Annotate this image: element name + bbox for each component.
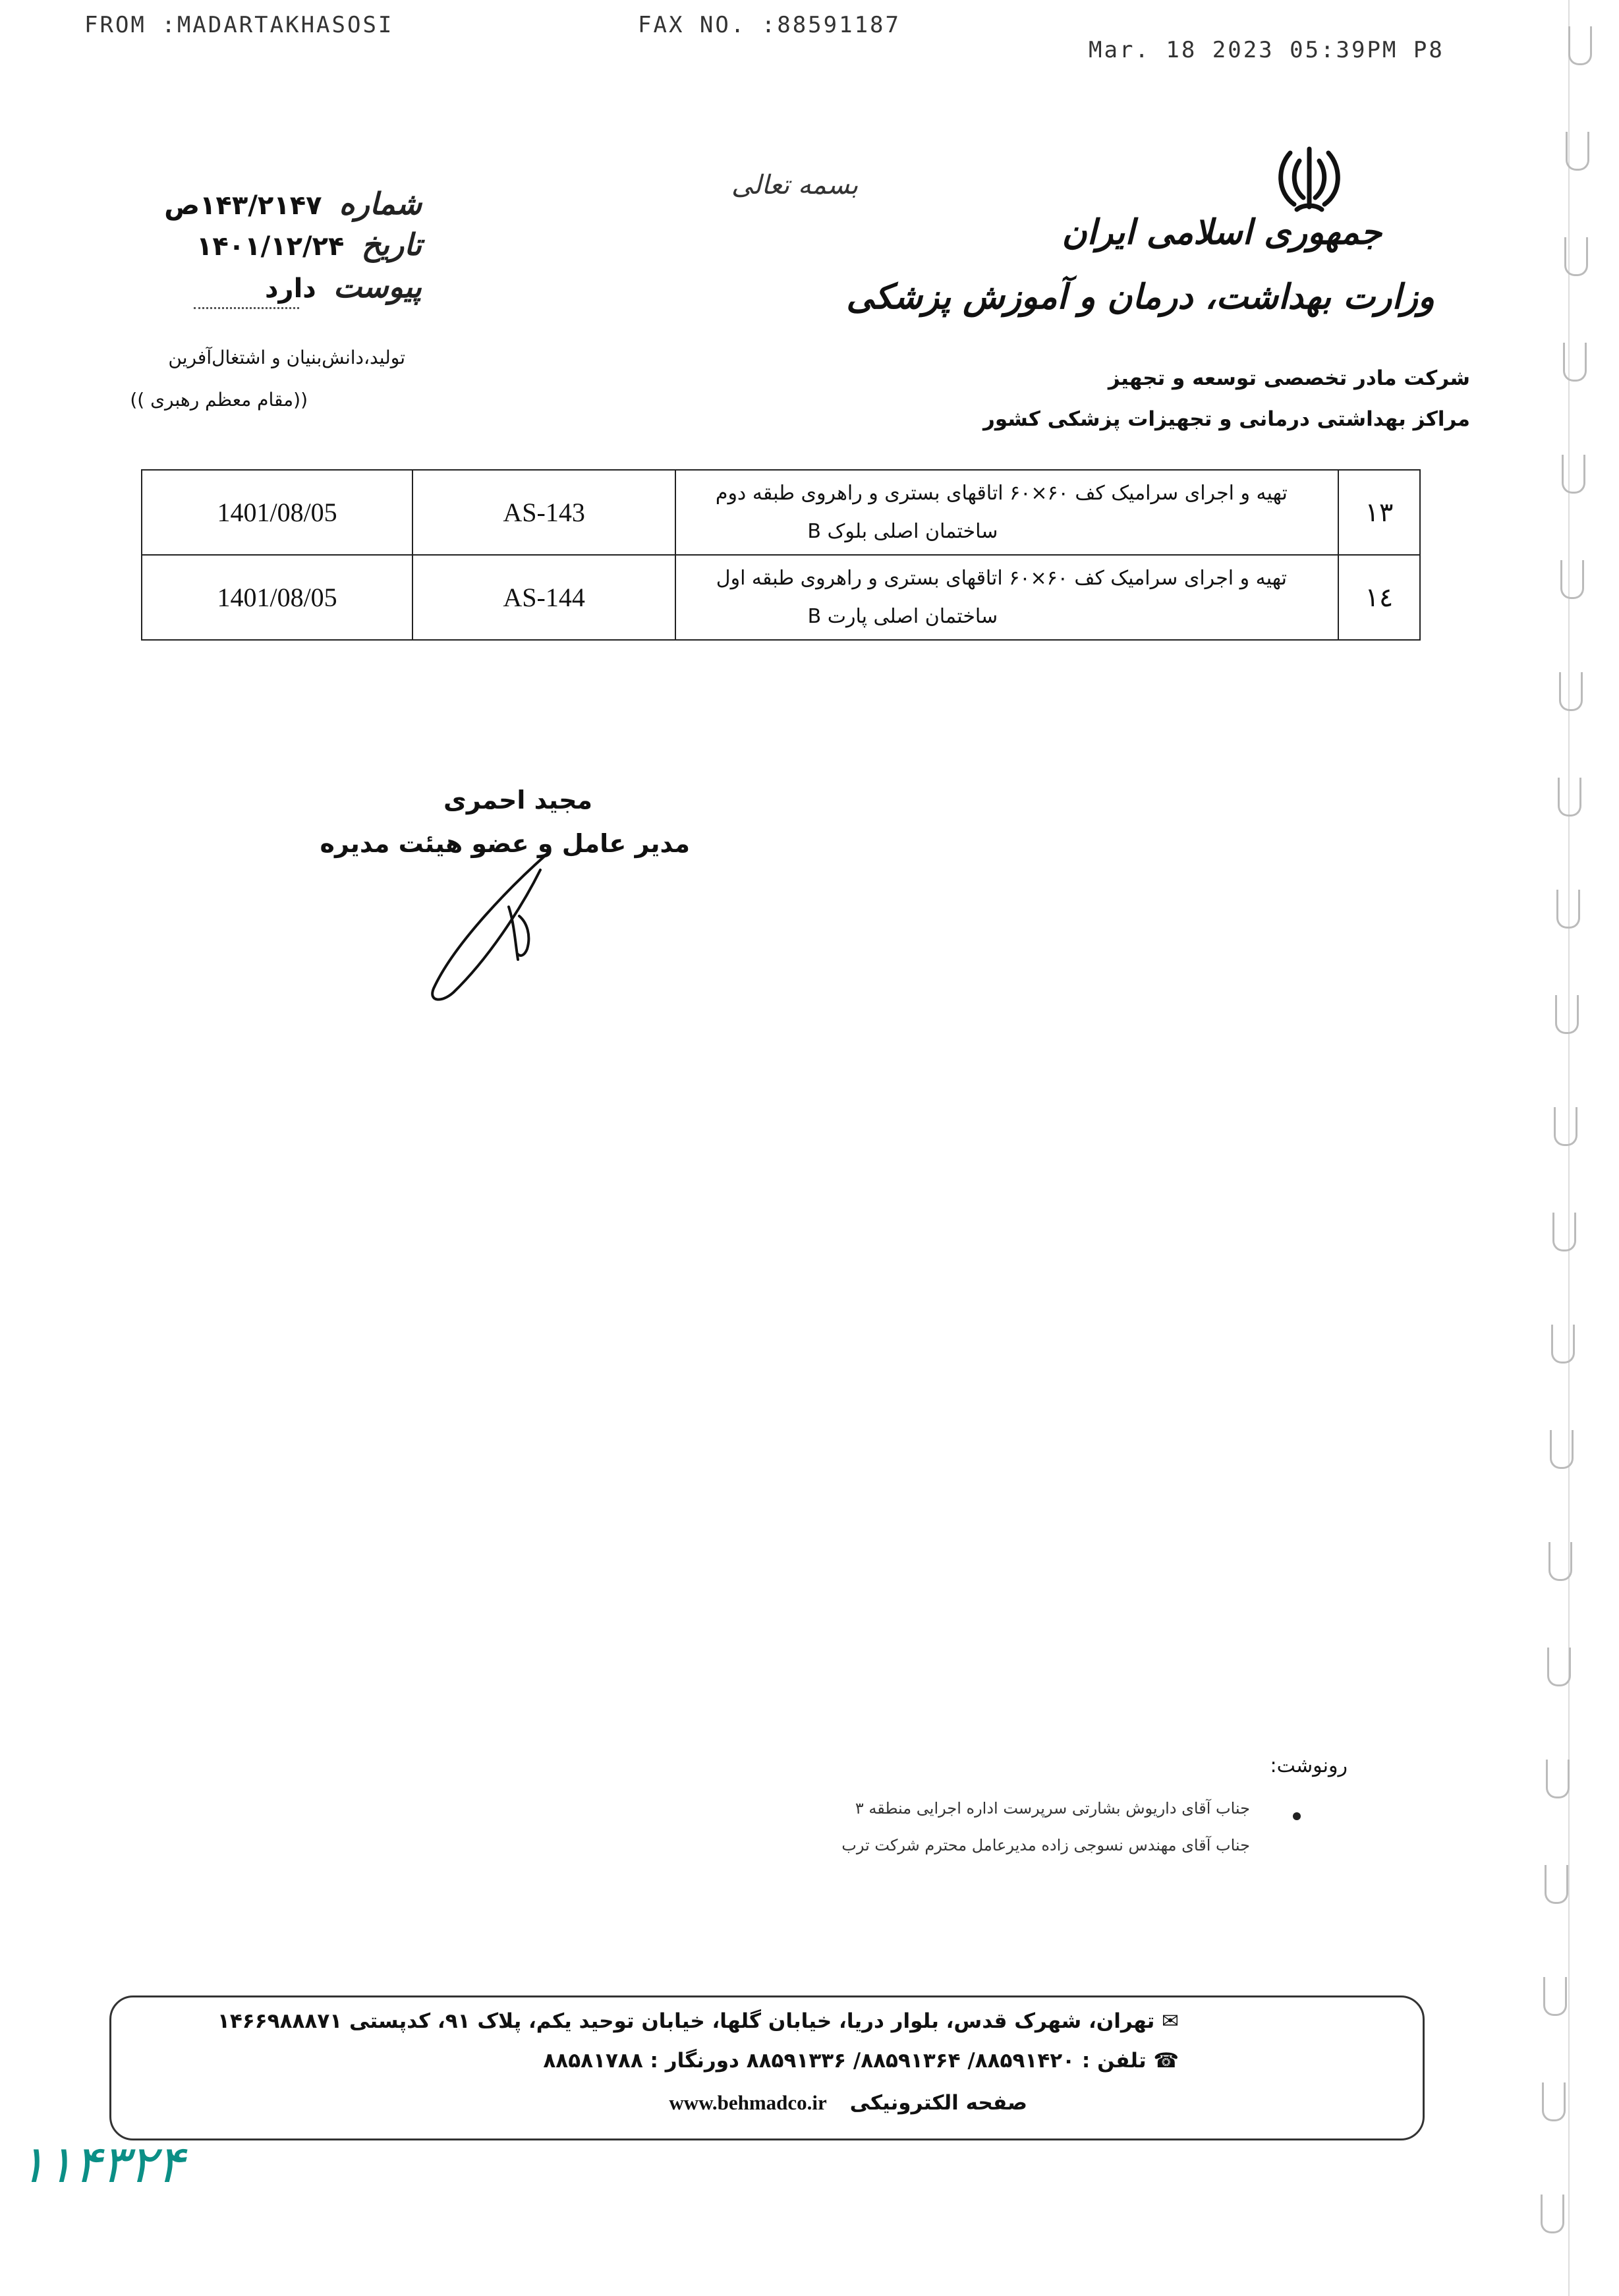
binder-hole-icon [1563, 343, 1587, 382]
binder-hole-icon [1562, 455, 1585, 494]
footer-website-row [669, 2091, 1027, 2115]
binder-strip [1509, 0, 1619, 2296]
company-name-line1: شرکت مادر تخصصی توسعه و تجهیز [1108, 366, 1470, 390]
company-name-line2: مراکز بهداشتی درمانی و تجهیزات پزشکی کشور [983, 407, 1470, 431]
attachment-dots [194, 307, 299, 309]
row-code: AS-144 [412, 555, 675, 640]
address-icon: ✉ [1154, 2009, 1179, 2033]
signatory-name: مجید احمری [443, 786, 592, 815]
date-label: تاریخ [361, 227, 422, 262]
attachment-label: پیوست [333, 269, 422, 304]
row-date: 1401/08/05 [142, 555, 412, 640]
binder-hole-icon [1546, 1760, 1570, 1798]
footer-box [109, 1995, 1425, 2140]
attachment-value: دارد [265, 273, 316, 304]
cc-line-2: جناب آقای مهندس نسوجی زاده مدیرعامل محترم شرکت ترب [841, 1836, 1250, 1854]
row-description [675, 555, 1338, 640]
binder-hole-icon [1556, 890, 1580, 929]
binder-hole-icon [1559, 672, 1583, 711]
signatory-title: مدیر عامل و عضو هیئت مدیره [320, 829, 690, 858]
row-date: 1401/08/05 [142, 470, 412, 555]
ministry-title: وزارت بهداشت، درمان و آموزش پزشکی [846, 277, 1434, 317]
binder-hole-icon [1555, 995, 1579, 1034]
fax-datetime: Mar. 18 2023 05:39PM P8 [1089, 37, 1444, 63]
letter-number: ۱۴۳/۲۱۴۷ص [164, 190, 322, 221]
binder-hole-icon [1554, 1107, 1577, 1146]
binder-hole-icon [1564, 237, 1588, 276]
binder-hole-icon [1548, 1542, 1572, 1581]
bullet-icon [1293, 1812, 1301, 1820]
letter-date: ۱۴۰۱/۱۲/۲۴ [196, 231, 345, 262]
slogan: تولید،دانش‌بنیان و اشتغال‌آفرین [168, 347, 405, 368]
row-description-line2: ساختمان اصلی پارت B [807, 604, 998, 628]
items-table [141, 469, 1421, 641]
binder-hole-icon [1566, 132, 1589, 171]
binder-hole-icon [1542, 2082, 1566, 2121]
row-code: AS-143 [412, 470, 675, 555]
row-description [675, 470, 1338, 555]
cc-heading: رونوشت: [1270, 1754, 1348, 1777]
binder-hole-icon [1547, 1648, 1571, 1686]
republic-title: جمهوری اسلامی ایران [1062, 212, 1382, 252]
table-row [142, 555, 1420, 640]
row-description-line2: ساختمان اصلی بلوک B [807, 519, 998, 543]
website-link: www.behmadco.ir [669, 2091, 827, 2114]
row-number: ۱۳ [1338, 470, 1420, 555]
footer-address: ✉ تهران، شهرک قدس، بلوار دریا، خیابان گلها، خیابان توحید یکم، پلاک ۹۱، کدپستی ۱۴۶۶۹۸۸۸۷۱ [217, 2009, 1179, 2033]
website-label: صفحه الکترونیکی [849, 2091, 1027, 2115]
row-number: ۱٤ [1338, 555, 1420, 640]
slogan-source: ((مقام معظم رهبری )) [130, 389, 308, 411]
phone-icon: ☎ [1146, 2049, 1179, 2073]
table-row [142, 470, 1420, 555]
row-description-line1: تهیه و اجرای سرامیک کف ۶۰×۶۰ اتاقهای بستری و راهروی طبقه اول [716, 566, 1287, 590]
binder-hole-icon [1552, 1213, 1576, 1251]
fax-number: FAX NO. :88591187 [638, 12, 901, 38]
signature-icon [415, 844, 586, 1015]
letter-meta [164, 186, 422, 318]
handwritten-page-number: ۱۱۴۳۲۴ [18, 2135, 185, 2195]
binder-hole-icon [1543, 1977, 1567, 2016]
fax-from: FROM :MADARTAKHASOSI [84, 12, 394, 38]
number-label: شماره [339, 186, 422, 221]
cc-line-1: جناب آقای داریوش بشارتی سرپرست اداره اجرایی منطقه ۳ [855, 1799, 1250, 1818]
binder-hole-icon [1558, 778, 1581, 817]
emblem-icon [1270, 141, 1348, 219]
binder-hole-icon [1545, 1865, 1568, 1904]
row-description-line1: تهیه و اجرای سرامیک کف ۶۰×۶۰ اتاقهای بستری و راهروی طبقه دوم [715, 481, 1288, 505]
basmala: بسمه تعالی [731, 170, 859, 200]
binder-hole-icon [1551, 1325, 1575, 1363]
binder-hole-icon [1568, 26, 1592, 65]
footer-phones: ☎ تلفن : ۸۸۵۹۱۴۲۰/ ۸۸۵۹۱۳۶۴/ ۸۸۵۹۱۳۳۶ دورنگار : ۸۸۵۸۱۷۸۸ [543, 2049, 1179, 2073]
binder-hole-icon [1541, 2195, 1564, 2233]
binder-hole-icon [1550, 1430, 1574, 1469]
binder-hole-icon [1560, 560, 1584, 599]
